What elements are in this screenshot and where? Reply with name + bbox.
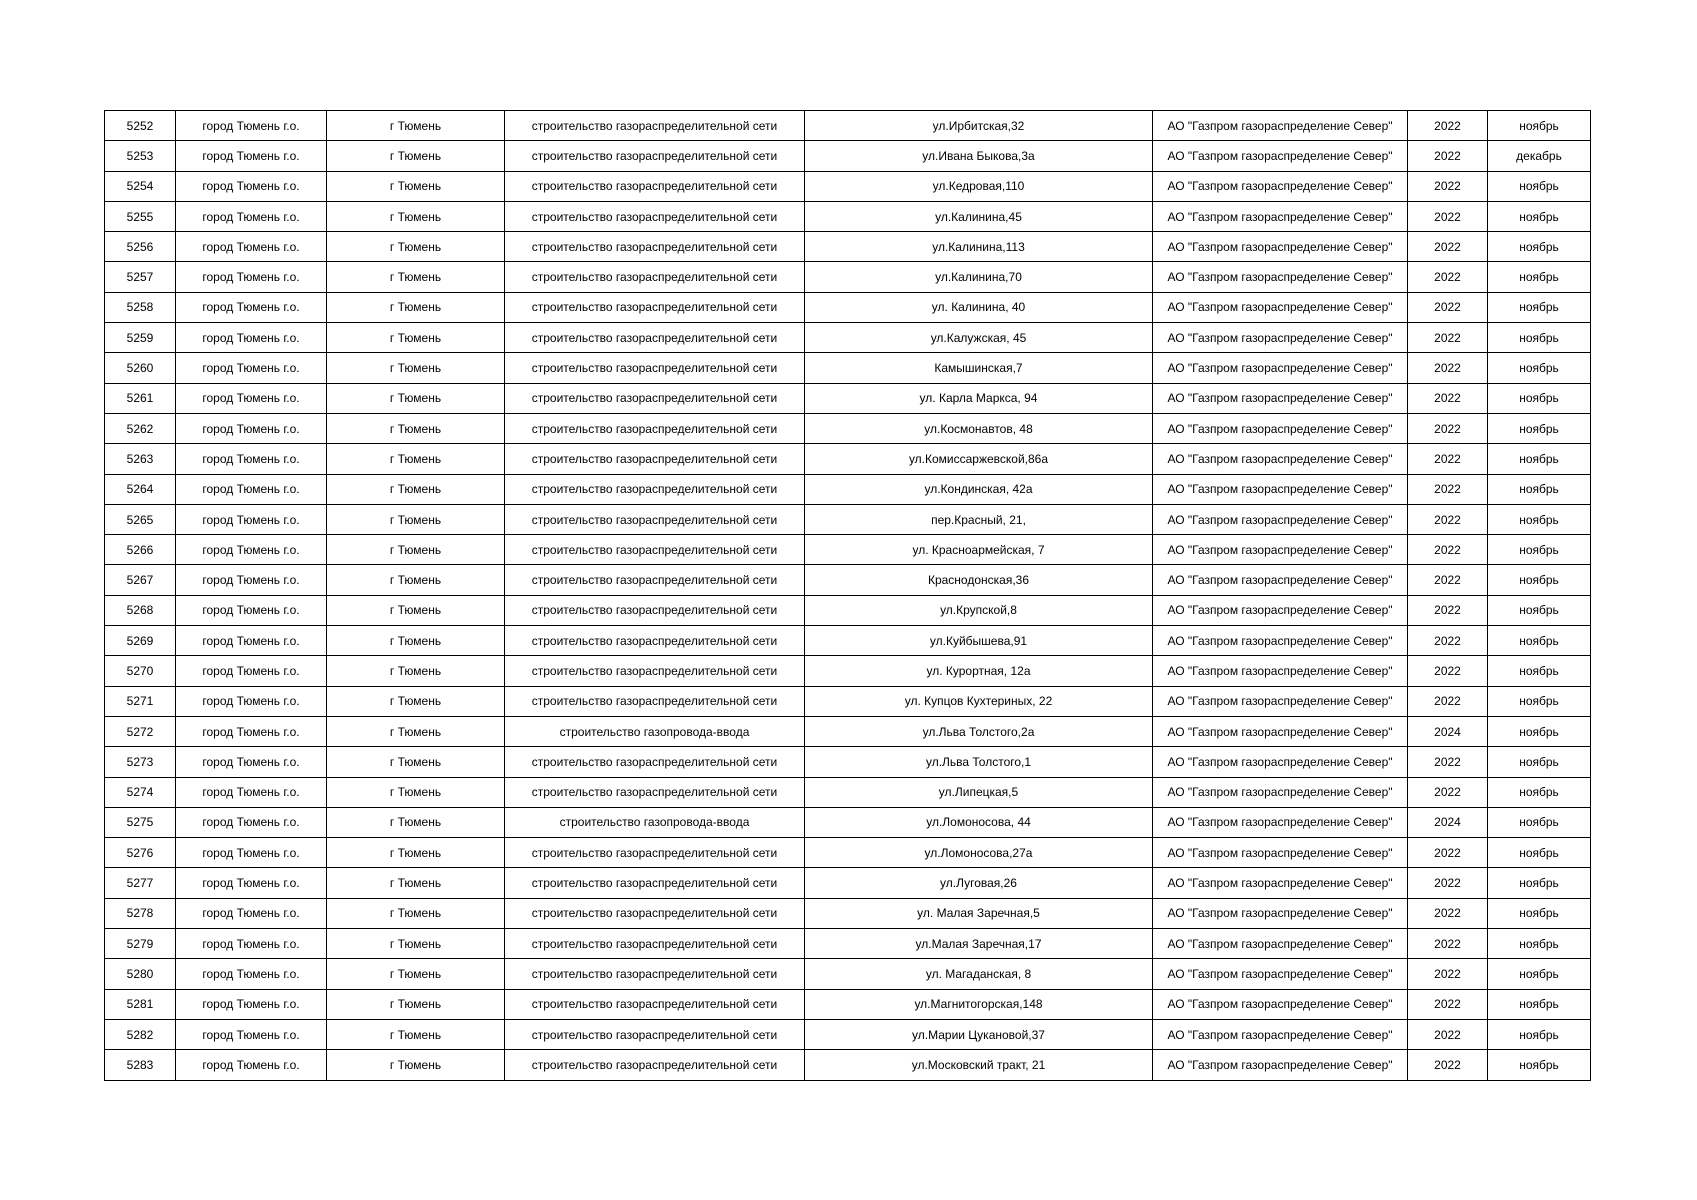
month-cell: ноябрь: [1488, 171, 1591, 201]
row-number-cell: 5274: [105, 777, 176, 807]
table-row: [105, 504, 1591, 534]
work-type-cell: строительство газораспределительной сети: [505, 747, 805, 777]
organization-cell: АО "Газпром газораспределение Север": [1153, 111, 1408, 141]
year-cell: 2022: [1408, 323, 1488, 353]
row-number-cell: 5280: [105, 959, 176, 989]
municipality-cell: город Тюмень г.о.: [176, 353, 327, 383]
settlement-cell: г Тюмень: [327, 535, 505, 565]
address-cell: ул.Магнитогорская,148: [805, 989, 1153, 1019]
organization-cell: АО "Газпром газораспределение Север": [1153, 656, 1408, 686]
address-cell: ул.Ломоносова, 44: [805, 807, 1153, 837]
row-number-cell: 5264: [105, 474, 176, 504]
month-cell: ноябрь: [1488, 413, 1591, 443]
row-number-cell: 5260: [105, 353, 176, 383]
table-row: [105, 1050, 1591, 1080]
row-number-cell: 5283: [105, 1050, 176, 1080]
work-type-cell: строительство газораспределительной сети: [505, 626, 805, 656]
table-row: [105, 989, 1591, 1019]
organization-cell: АО "Газпром газораспределение Север": [1153, 474, 1408, 504]
year-cell: 2022: [1408, 1050, 1488, 1080]
year-cell: 2022: [1408, 504, 1488, 534]
month-cell: ноябрь: [1488, 232, 1591, 262]
settlement-cell: г Тюмень: [327, 413, 505, 443]
organization-cell: АО "Газпром газораспределение Север": [1153, 413, 1408, 443]
address-cell: ул.Кондинская, 42а: [805, 474, 1153, 504]
municipality-cell: город Тюмень г.о.: [176, 747, 327, 777]
organization-cell: АО "Газпром газораспределение Север": [1153, 232, 1408, 262]
address-cell: ул. Малая Заречная,5: [805, 898, 1153, 928]
organization-cell: АО "Газпром газораспределение Север": [1153, 929, 1408, 959]
row-number-cell: 5272: [105, 716, 176, 746]
organization-cell: АО "Газпром газораспределение Север": [1153, 141, 1408, 171]
municipality-cell: город Тюмень г.о.: [176, 292, 327, 322]
settlement-cell: г Тюмень: [327, 504, 505, 534]
month-cell: ноябрь: [1488, 323, 1591, 353]
month-cell: ноябрь: [1488, 898, 1591, 928]
table-row: [105, 716, 1591, 746]
organization-cell: АО "Газпром газораспределение Север": [1153, 868, 1408, 898]
row-number-cell: 5270: [105, 656, 176, 686]
municipality-cell: город Тюмень г.о.: [176, 1019, 327, 1049]
municipality-cell: город Тюмень г.о.: [176, 898, 327, 928]
address-cell: ул.Комиссаржевской,86а: [805, 444, 1153, 474]
settlement-cell: г Тюмень: [327, 474, 505, 504]
table-row: [105, 383, 1591, 413]
year-cell: 2022: [1408, 898, 1488, 928]
address-cell: ул.Калинина,70: [805, 262, 1153, 292]
address-cell: ул.Луговая,26: [805, 868, 1153, 898]
year-cell: 2022: [1408, 929, 1488, 959]
address-cell: ул. Магаданская, 8: [805, 959, 1153, 989]
month-cell: ноябрь: [1488, 201, 1591, 231]
table-row: [105, 413, 1591, 443]
settlement-cell: г Тюмень: [327, 807, 505, 837]
address-cell: ул.Кедровая,110: [805, 171, 1153, 201]
organization-cell: АО "Газпром газораспределение Север": [1153, 959, 1408, 989]
settlement-cell: г Тюмень: [327, 292, 505, 322]
organization-cell: АО "Газпром газораспределение Север": [1153, 989, 1408, 1019]
year-cell: 2022: [1408, 686, 1488, 716]
organization-cell: АО "Газпром газораспределение Север": [1153, 807, 1408, 837]
settlement-cell: г Тюмень: [327, 262, 505, 292]
work-type-cell: строительство газопровода-ввода: [505, 716, 805, 746]
table-row: [105, 262, 1591, 292]
municipality-cell: город Тюмень г.о.: [176, 565, 327, 595]
row-number-cell: 5257: [105, 262, 176, 292]
organization-cell: АО "Газпром газораспределение Север": [1153, 353, 1408, 383]
year-cell: 2022: [1408, 171, 1488, 201]
work-type-cell: строительство газораспределительной сети: [505, 141, 805, 171]
month-cell: ноябрь: [1488, 656, 1591, 686]
work-type-cell: строительство газораспределительной сети: [505, 929, 805, 959]
settlement-cell: г Тюмень: [327, 716, 505, 746]
month-cell: ноябрь: [1488, 807, 1591, 837]
work-type-cell: строительство газораспределительной сети: [505, 413, 805, 443]
year-cell: 2022: [1408, 141, 1488, 171]
organization-cell: АО "Газпром газораспределение Север": [1153, 292, 1408, 322]
table-row: [105, 807, 1591, 837]
table-row: [105, 232, 1591, 262]
address-cell: ул.Ирбитская,32: [805, 111, 1153, 141]
work-type-cell: строительство газораспределительной сети: [505, 292, 805, 322]
address-cell: ул. Калинина, 40: [805, 292, 1153, 322]
municipality-cell: город Тюмень г.о.: [176, 838, 327, 868]
table-row: [105, 626, 1591, 656]
settlement-cell: г Тюмень: [327, 1050, 505, 1080]
work-type-cell: строительство газораспределительной сети: [505, 111, 805, 141]
month-cell: ноябрь: [1488, 868, 1591, 898]
municipality-cell: город Тюмень г.о.: [176, 444, 327, 474]
month-cell: декабрь: [1488, 141, 1591, 171]
municipality-cell: город Тюмень г.о.: [176, 413, 327, 443]
municipality-cell: город Тюмень г.о.: [176, 959, 327, 989]
year-cell: 2022: [1408, 535, 1488, 565]
address-cell: ул.Липецкая,5: [805, 777, 1153, 807]
year-cell: 2022: [1408, 1019, 1488, 1049]
row-number-cell: 5256: [105, 232, 176, 262]
organization-cell: АО "Газпром газораспределение Север": [1153, 1050, 1408, 1080]
municipality-cell: город Тюмень г.о.: [176, 868, 327, 898]
organization-cell: АО "Газпром газораспределение Север": [1153, 716, 1408, 746]
municipality-cell: город Тюмень г.о.: [176, 686, 327, 716]
year-cell: 2022: [1408, 353, 1488, 383]
municipality-cell: город Тюмень г.о.: [176, 535, 327, 565]
row-number-cell: 5269: [105, 626, 176, 656]
table-row: [105, 898, 1591, 928]
month-cell: ноябрь: [1488, 747, 1591, 777]
settlement-cell: г Тюмень: [327, 1019, 505, 1049]
work-type-cell: строительство газораспределительной сети: [505, 323, 805, 353]
address-cell: Камышинская,7: [805, 353, 1153, 383]
row-number-cell: 5271: [105, 686, 176, 716]
table-row: [105, 353, 1591, 383]
organization-cell: АО "Газпром газораспределение Север": [1153, 686, 1408, 716]
address-cell: ул.Московский тракт, 21: [805, 1050, 1153, 1080]
work-type-cell: строительство газораспределительной сети: [505, 838, 805, 868]
municipality-cell: город Тюмень г.о.: [176, 201, 327, 231]
settlement-cell: г Тюмень: [327, 959, 505, 989]
work-type-cell: строительство газораспределительной сети: [505, 201, 805, 231]
table-row: [105, 656, 1591, 686]
settlement-cell: г Тюмень: [327, 898, 505, 928]
settlement-cell: г Тюмень: [327, 838, 505, 868]
organization-cell: АО "Газпром газораспределение Север": [1153, 1019, 1408, 1049]
year-cell: 2022: [1408, 868, 1488, 898]
row-number-cell: 5282: [105, 1019, 176, 1049]
settlement-cell: г Тюмень: [327, 141, 505, 171]
municipality-cell: город Тюмень г.о.: [176, 777, 327, 807]
work-type-cell: строительство газораспределительной сети: [505, 989, 805, 1019]
settlement-cell: г Тюмень: [327, 444, 505, 474]
municipality-cell: город Тюмень г.о.: [176, 929, 327, 959]
settlement-cell: г Тюмень: [327, 565, 505, 595]
year-cell: 2022: [1408, 383, 1488, 413]
settlement-cell: г Тюмень: [327, 323, 505, 353]
table-row: [105, 171, 1591, 201]
work-type-cell: строительство газораспределительной сети: [505, 1050, 805, 1080]
settlement-cell: г Тюмень: [327, 383, 505, 413]
organization-cell: АО "Газпром газораспределение Север": [1153, 383, 1408, 413]
row-number-cell: 5268: [105, 595, 176, 625]
month-cell: ноябрь: [1488, 1050, 1591, 1080]
settlement-cell: г Тюмень: [327, 777, 505, 807]
table-row: [105, 323, 1591, 353]
settlement-cell: г Тюмень: [327, 353, 505, 383]
row-number-cell: 5279: [105, 929, 176, 959]
settlement-cell: г Тюмень: [327, 232, 505, 262]
year-cell: 2022: [1408, 413, 1488, 443]
month-cell: ноябрь: [1488, 595, 1591, 625]
municipality-cell: город Тюмень г.о.: [176, 141, 327, 171]
municipality-cell: город Тюмень г.о.: [176, 656, 327, 686]
month-cell: ноябрь: [1488, 1019, 1591, 1049]
year-cell: 2022: [1408, 444, 1488, 474]
work-type-cell: строительство газораспределительной сети: [505, 898, 805, 928]
table-row: [105, 838, 1591, 868]
table-row: [105, 111, 1591, 141]
organization-cell: АО "Газпром газораспределение Север": [1153, 747, 1408, 777]
work-type-cell: строительство газораспределительной сети: [505, 595, 805, 625]
address-cell: пер.Красный, 21,: [805, 504, 1153, 534]
row-number-cell: 5255: [105, 201, 176, 231]
organization-cell: АО "Газпром газораспределение Север": [1153, 838, 1408, 868]
table-row: [105, 777, 1591, 807]
row-number-cell: 5259: [105, 323, 176, 353]
table-row: [105, 444, 1591, 474]
address-cell: ул. Купцов Кухтериных, 22: [805, 686, 1153, 716]
table-row: [105, 595, 1591, 625]
organization-cell: АО "Газпром газораспределение Север": [1153, 444, 1408, 474]
work-type-cell: строительство газопровода-ввода: [505, 807, 805, 837]
table-row: [105, 747, 1591, 777]
row-number-cell: 5253: [105, 141, 176, 171]
year-cell: 2022: [1408, 838, 1488, 868]
table-row: [105, 201, 1591, 231]
row-number-cell: 5261: [105, 383, 176, 413]
work-type-cell: строительство газораспределительной сети: [505, 686, 805, 716]
table-row: [105, 686, 1591, 716]
month-cell: ноябрь: [1488, 626, 1591, 656]
address-cell: ул.Калинина,113: [805, 232, 1153, 262]
row-number-cell: 5267: [105, 565, 176, 595]
month-cell: ноябрь: [1488, 959, 1591, 989]
settlement-cell: г Тюмень: [327, 626, 505, 656]
table-row: [105, 292, 1591, 322]
address-cell: ул.Ивана Быкова,3а: [805, 141, 1153, 171]
address-cell: ул. Красноармейская, 7: [805, 535, 1153, 565]
row-number-cell: 5277: [105, 868, 176, 898]
address-cell: ул.Калинина,45: [805, 201, 1153, 231]
table-row: [105, 141, 1591, 171]
organization-cell: АО "Газпром газораспределение Север": [1153, 626, 1408, 656]
row-number-cell: 5266: [105, 535, 176, 565]
municipality-cell: город Тюмень г.о.: [176, 595, 327, 625]
settlement-cell: г Тюмень: [327, 747, 505, 777]
row-number-cell: 5278: [105, 898, 176, 928]
year-cell: 2024: [1408, 807, 1488, 837]
address-cell: ул.Льва Толстого,1: [805, 747, 1153, 777]
row-number-cell: 5275: [105, 807, 176, 837]
row-number-cell: 5258: [105, 292, 176, 322]
year-cell: 2022: [1408, 201, 1488, 231]
year-cell: 2022: [1408, 292, 1488, 322]
work-type-cell: строительство газораспределительной сети: [505, 565, 805, 595]
row-number-cell: 5265: [105, 504, 176, 534]
year-cell: 2022: [1408, 656, 1488, 686]
address-cell: ул. Курортная, 12а: [805, 656, 1153, 686]
work-type-cell: строительство газораспределительной сети: [505, 656, 805, 686]
work-type-cell: строительство газораспределительной сети: [505, 504, 805, 534]
work-type-cell: строительство газораспределительной сети: [505, 171, 805, 201]
month-cell: ноябрь: [1488, 716, 1591, 746]
table-row: [105, 474, 1591, 504]
work-type-cell: строительство газораспределительной сети: [505, 353, 805, 383]
year-cell: 2022: [1408, 989, 1488, 1019]
municipality-cell: город Тюмень г.о.: [176, 504, 327, 534]
settlement-cell: г Тюмень: [327, 171, 505, 201]
data-table: [104, 110, 1591, 1081]
work-type-cell: строительство газораспределительной сети: [505, 868, 805, 898]
month-cell: ноябрь: [1488, 989, 1591, 1019]
settlement-cell: г Тюмень: [327, 656, 505, 686]
organization-cell: АО "Газпром газораспределение Север": [1153, 535, 1408, 565]
month-cell: ноябрь: [1488, 565, 1591, 595]
municipality-cell: город Тюмень г.о.: [176, 262, 327, 292]
row-number-cell: 5281: [105, 989, 176, 1019]
settlement-cell: г Тюмень: [327, 686, 505, 716]
municipality-cell: город Тюмень г.о.: [176, 111, 327, 141]
month-cell: ноябрь: [1488, 777, 1591, 807]
month-cell: ноябрь: [1488, 686, 1591, 716]
work-type-cell: строительство газораспределительной сети: [505, 383, 805, 413]
municipality-cell: город Тюмень г.о.: [176, 323, 327, 353]
row-number-cell: 5273: [105, 747, 176, 777]
work-type-cell: строительство газораспределительной сети: [505, 262, 805, 292]
year-cell: 2022: [1408, 626, 1488, 656]
month-cell: ноябрь: [1488, 111, 1591, 141]
month-cell: ноябрь: [1488, 383, 1591, 413]
month-cell: ноябрь: [1488, 535, 1591, 565]
table-row: [105, 959, 1591, 989]
address-cell: ул.Калужская, 45: [805, 323, 1153, 353]
municipality-cell: город Тюмень г.о.: [176, 626, 327, 656]
municipality-cell: город Тюмень г.о.: [176, 989, 327, 1019]
table-row: [105, 1019, 1591, 1049]
table-body: [105, 111, 1591, 1081]
month-cell: ноябрь: [1488, 474, 1591, 504]
address-cell: ул. Карла Маркса, 94: [805, 383, 1153, 413]
organization-cell: АО "Газпром газораспределение Север": [1153, 323, 1408, 353]
year-cell: 2024: [1408, 716, 1488, 746]
settlement-cell: г Тюмень: [327, 989, 505, 1019]
work-type-cell: строительство газораспределительной сети: [505, 535, 805, 565]
row-number-cell: 5254: [105, 171, 176, 201]
settlement-cell: г Тюмень: [327, 201, 505, 231]
month-cell: ноябрь: [1488, 292, 1591, 322]
organization-cell: АО "Газпром газораспределение Север": [1153, 777, 1408, 807]
municipality-cell: город Тюмень г.о.: [176, 383, 327, 413]
organization-cell: АО "Газпром газораспределение Север": [1153, 171, 1408, 201]
settlement-cell: г Тюмень: [327, 868, 505, 898]
address-cell: ул.Малая Заречная,17: [805, 929, 1153, 959]
settlement-cell: г Тюмень: [327, 595, 505, 625]
month-cell: ноябрь: [1488, 353, 1591, 383]
year-cell: 2022: [1408, 747, 1488, 777]
organization-cell: АО "Газпром газораспределение Север": [1153, 595, 1408, 625]
address-cell: ул.Космонавтов, 48: [805, 413, 1153, 443]
table-row: [105, 868, 1591, 898]
year-cell: 2022: [1408, 474, 1488, 504]
month-cell: ноябрь: [1488, 262, 1591, 292]
municipality-cell: город Тюмень г.о.: [176, 232, 327, 262]
row-number-cell: 5262: [105, 413, 176, 443]
address-cell: ул.Льва Толстого,2а: [805, 716, 1153, 746]
year-cell: 2022: [1408, 565, 1488, 595]
municipality-cell: город Тюмень г.о.: [176, 716, 327, 746]
work-type-cell: строительство газораспределительной сети: [505, 1019, 805, 1049]
organization-cell: АО "Газпром газораспределение Север": [1153, 898, 1408, 928]
row-number-cell: 5252: [105, 111, 176, 141]
table-row: [105, 565, 1591, 595]
municipality-cell: город Тюмень г.о.: [176, 807, 327, 837]
organization-cell: АО "Газпром газораспределение Север": [1153, 201, 1408, 231]
row-number-cell: 5263: [105, 444, 176, 474]
work-type-cell: строительство газораспределительной сети: [505, 959, 805, 989]
organization-cell: АО "Газпром газораспределение Север": [1153, 504, 1408, 534]
work-type-cell: строительство газораспределительной сети: [505, 444, 805, 474]
address-cell: ул.Крупской,8: [805, 595, 1153, 625]
month-cell: ноябрь: [1488, 838, 1591, 868]
year-cell: 2022: [1408, 262, 1488, 292]
address-cell: ул.Ломоносова,27а: [805, 838, 1153, 868]
year-cell: 2022: [1408, 777, 1488, 807]
municipality-cell: город Тюмень г.о.: [176, 1050, 327, 1080]
address-cell: Краснодонская,36: [805, 565, 1153, 595]
municipality-cell: город Тюмень г.о.: [176, 171, 327, 201]
address-cell: ул.Марии Цукановой,37: [805, 1019, 1153, 1049]
month-cell: ноябрь: [1488, 504, 1591, 534]
municipality-cell: город Тюмень г.о.: [176, 474, 327, 504]
organization-cell: АО "Газпром газораспределение Север": [1153, 262, 1408, 292]
month-cell: ноябрь: [1488, 444, 1591, 474]
table-row: [105, 535, 1591, 565]
address-cell: ул.Куйбышева,91: [805, 626, 1153, 656]
month-cell: ноябрь: [1488, 929, 1591, 959]
table-row: [105, 929, 1591, 959]
settlement-cell: г Тюмень: [327, 111, 505, 141]
row-number-cell: 5276: [105, 838, 176, 868]
work-type-cell: строительство газораспределительной сети: [505, 232, 805, 262]
year-cell: 2022: [1408, 595, 1488, 625]
year-cell: 2022: [1408, 111, 1488, 141]
organization-cell: АО "Газпром газораспределение Север": [1153, 565, 1408, 595]
year-cell: 2022: [1408, 959, 1488, 989]
year-cell: 2022: [1408, 232, 1488, 262]
settlement-cell: г Тюмень: [327, 929, 505, 959]
work-type-cell: строительство газораспределительной сети: [505, 474, 805, 504]
work-type-cell: строительство газораспределительной сети: [505, 777, 805, 807]
